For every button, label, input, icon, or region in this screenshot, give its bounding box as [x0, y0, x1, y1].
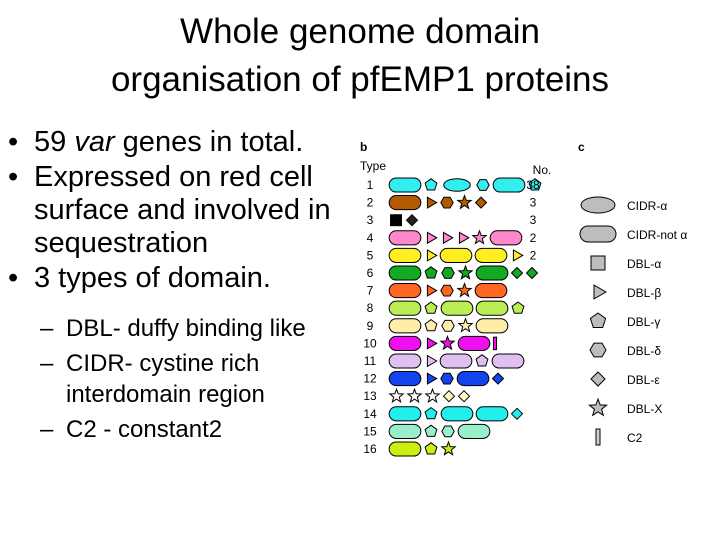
domain-row-type-15	[363, 424, 490, 438]
cidr-not-alpha-icon	[389, 424, 421, 438]
cidr-not-alpha-icon	[580, 226, 616, 242]
cidr-not-alpha-icon	[389, 284, 421, 298]
dbl-x-icon	[473, 231, 486, 244]
cidr-not-alpha-icon	[389, 319, 421, 333]
dbl-delta-icon	[441, 285, 453, 296]
subbullet-c2: – C2 - constant2	[40, 416, 223, 443]
panel-c-label: c	[578, 140, 585, 154]
domain-row-type-7	[367, 284, 507, 298]
domain-row-type-5	[367, 248, 523, 262]
panel-c-shape-legend	[578, 140, 687, 445]
dbl-beta-icon	[427, 373, 436, 384]
type-number: 6	[366, 266, 374, 280]
dbl-gamma-icon	[425, 408, 437, 419]
legend-item-square	[591, 256, 661, 271]
dbl-delta-icon	[442, 320, 454, 331]
dbl-x-icon	[458, 284, 471, 297]
legend-label: DBL-γ	[627, 315, 661, 329]
cidr-not-alpha-icon	[389, 178, 421, 192]
bullet-dot-icon: •	[8, 126, 19, 158]
dbl-gamma-icon	[512, 302, 524, 313]
type-count: 3	[529, 195, 537, 210]
dbl-beta-icon	[594, 285, 606, 299]
dbl-beta-icon	[427, 232, 436, 243]
domain-row-type-16	[363, 442, 455, 456]
panel-b-label: b	[360, 140, 368, 154]
legend-label: DBL-β	[627, 286, 662, 300]
dbl-delta-icon	[442, 426, 454, 437]
cidr-not-alpha-icon	[389, 407, 421, 421]
dbl-delta-icon	[441, 197, 453, 208]
domain-row-type-3	[367, 213, 418, 227]
cidr-not-alpha-icon	[389, 266, 421, 280]
type-number: 1	[366, 178, 374, 192]
domain-row-type-13	[363, 389, 469, 403]
dbl-epsilon-icon	[459, 391, 470, 402]
no-header: No.	[532, 163, 552, 177]
cidr-not-alpha-icon	[476, 319, 508, 333]
cidr-not-alpha-icon	[440, 248, 472, 262]
dbl-delta-icon	[590, 343, 606, 357]
cidr-not-alpha-icon	[476, 407, 508, 421]
dbl-beta-icon	[427, 356, 436, 367]
dbl-beta-icon	[427, 197, 436, 208]
type-number: 16	[363, 442, 377, 456]
title-line-1: Whole genome domain	[180, 12, 540, 51]
domain-row-type-10	[363, 336, 496, 350]
dbl-x-icon	[459, 319, 472, 332]
cidr-not-alpha-icon	[389, 354, 421, 368]
dbl-epsilon-icon	[512, 268, 523, 279]
domain-row-type-12	[363, 372, 503, 386]
bullet-dot-icon: •	[8, 161, 19, 193]
legend-label: CIDR-α	[627, 199, 668, 213]
cidr-not-alpha-icon	[458, 424, 490, 438]
dbl-beta-icon	[427, 338, 436, 349]
dbl-x-icon	[458, 196, 471, 209]
type-number: 5	[366, 248, 374, 263]
cidr-not-alpha-icon	[389, 336, 421, 350]
dbl-epsilon-icon	[444, 391, 455, 402]
legend-item-bar	[596, 429, 643, 445]
domain-row-type-1	[367, 178, 541, 192]
type-number: 9	[366, 318, 374, 333]
legend-label: CIDR-not α	[627, 228, 688, 242]
domain-row-type-4	[367, 231, 522, 245]
type-header: Type	[360, 159, 387, 173]
dbl-gamma-icon	[590, 313, 605, 328]
cidr-not-alpha-icon	[490, 231, 522, 245]
legend-label: C2	[627, 431, 643, 445]
legend-item-pentagon	[590, 313, 660, 329]
dbl-alpha-icon	[591, 256, 605, 270]
dbl-gamma-icon	[425, 267, 437, 278]
legend-item-star	[589, 399, 662, 416]
dbl-gamma-icon	[425, 320, 437, 331]
dbl-delta-icon	[442, 268, 454, 279]
type-number: 4	[366, 230, 374, 245]
cidr-alpha-icon	[444, 179, 471, 191]
legend-item-diamond	[591, 372, 660, 387]
cidr-not-alpha-icon	[475, 284, 507, 298]
dbl-epsilon-icon	[512, 408, 523, 419]
cidr-not-alpha-icon	[441, 407, 473, 421]
type-number: 13	[363, 389, 377, 404]
dash-icon: –	[40, 350, 54, 377]
legend-label: DBL-ε	[627, 373, 660, 387]
type-number: 2	[366, 195, 374, 210]
type-number: 7	[366, 283, 374, 298]
dbl-x-icon	[442, 442, 455, 455]
dbl-epsilon-icon	[476, 197, 487, 208]
bullet-dot-icon: •	[8, 262, 19, 294]
type-count: 38	[526, 178, 540, 192]
cidr-not-alpha-icon	[493, 178, 525, 192]
dbl-x-icon	[589, 399, 606, 415]
domain-row-type-14	[363, 407, 522, 421]
dbl-x-icon	[426, 389, 439, 402]
type-number: 15	[363, 424, 377, 439]
cidr-not-alpha-icon	[476, 301, 508, 315]
domain-row-type-6	[367, 266, 538, 280]
cidr-not-alpha-icon	[389, 372, 421, 386]
subbullet-dbl: – DBL- duffy binding like	[40, 315, 306, 342]
cidr-alpha-icon	[581, 197, 615, 213]
dbl-gamma-icon	[476, 355, 488, 366]
type-number: 10	[363, 336, 377, 351]
cidr-not-alpha-icon	[389, 442, 421, 456]
cidr-not-alpha-icon	[475, 248, 507, 262]
dash-icon: –	[40, 315, 54, 342]
dbl-epsilon-icon	[591, 372, 605, 386]
dbl-epsilon-icon	[407, 215, 418, 226]
dbl-gamma-icon	[425, 425, 437, 436]
subbullet-cidr: – CIDR- cystine rich interdomain region	[40, 350, 265, 408]
dbl-x-icon	[459, 266, 472, 279]
type-number: 3	[366, 213, 374, 228]
dbl-beta-icon	[443, 232, 452, 243]
dbl-gamma-icon	[425, 302, 437, 313]
legend-label: DBL-X	[627, 402, 663, 416]
dbl-gamma-icon	[425, 179, 437, 190]
domain-row-type-2	[367, 196, 487, 210]
dbl-delta-icon	[441, 373, 453, 384]
dbl-gamma-icon	[425, 443, 437, 454]
domain-row-type-8	[367, 301, 524, 315]
cidr-not-alpha-icon	[476, 266, 508, 280]
cidr-not-alpha-icon	[492, 354, 524, 368]
dbl-delta-icon	[477, 180, 489, 191]
dbl-beta-icon	[459, 232, 468, 243]
legend-item-rounded-rect	[580, 226, 687, 242]
cidr-not-alpha-icon	[458, 336, 490, 350]
c2-icon	[493, 337, 496, 349]
domain-row-type-11	[364, 354, 524, 368]
dbl-beta-icon	[427, 250, 436, 261]
bullet-expression: • Expressed on red cell surface and involved in sequestration	[8, 161, 331, 259]
cidr-not-alpha-icon	[389, 301, 421, 315]
legend-item-ellipse	[581, 197, 667, 213]
c2-icon	[596, 429, 600, 445]
cidr-not-alpha-icon	[441, 301, 473, 315]
cidr-not-alpha-icon	[389, 231, 421, 245]
type-count: 3	[529, 213, 537, 228]
cidr-not-alpha-icon	[440, 354, 472, 368]
type-number: 12	[363, 371, 377, 386]
var-italic: var	[74, 126, 115, 158]
legend-item-hexagon	[590, 343, 661, 358]
domain-row-type-9	[367, 319, 508, 333]
type-number: 8	[366, 301, 374, 316]
dbl-epsilon-icon	[527, 268, 538, 279]
dbl-beta-icon	[427, 285, 436, 296]
type-count: 2	[529, 230, 537, 245]
title-line-2: organisation of pfEMP1 proteins	[110, 60, 610, 99]
dbl-epsilon-icon	[493, 373, 504, 384]
bullet-gene-count: • 59 var genes in total.	[8, 126, 304, 158]
bullet-domain-types: • 3 types of domain.	[8, 262, 271, 294]
dbl-alpha-icon	[391, 215, 402, 226]
dbl-x-icon	[390, 389, 403, 402]
legend-label: DBL-δ	[627, 344, 662, 358]
panel-b-domain-rows	[360, 140, 551, 456]
dash-icon: –	[40, 416, 54, 443]
legend-item-triangle	[594, 285, 661, 300]
dbl-x-icon	[441, 336, 454, 349]
cidr-not-alpha-icon	[389, 196, 421, 210]
cidr-not-alpha-icon	[389, 248, 421, 262]
type-number: 11	[363, 354, 377, 368]
cidr-not-alpha-icon	[457, 372, 489, 386]
dbl-x-icon	[408, 389, 421, 402]
dbl-beta-icon	[513, 250, 522, 261]
type-count: 2	[529, 248, 537, 263]
type-number: 14	[363, 406, 377, 421]
legend-label: DBL-α	[627, 257, 662, 271]
